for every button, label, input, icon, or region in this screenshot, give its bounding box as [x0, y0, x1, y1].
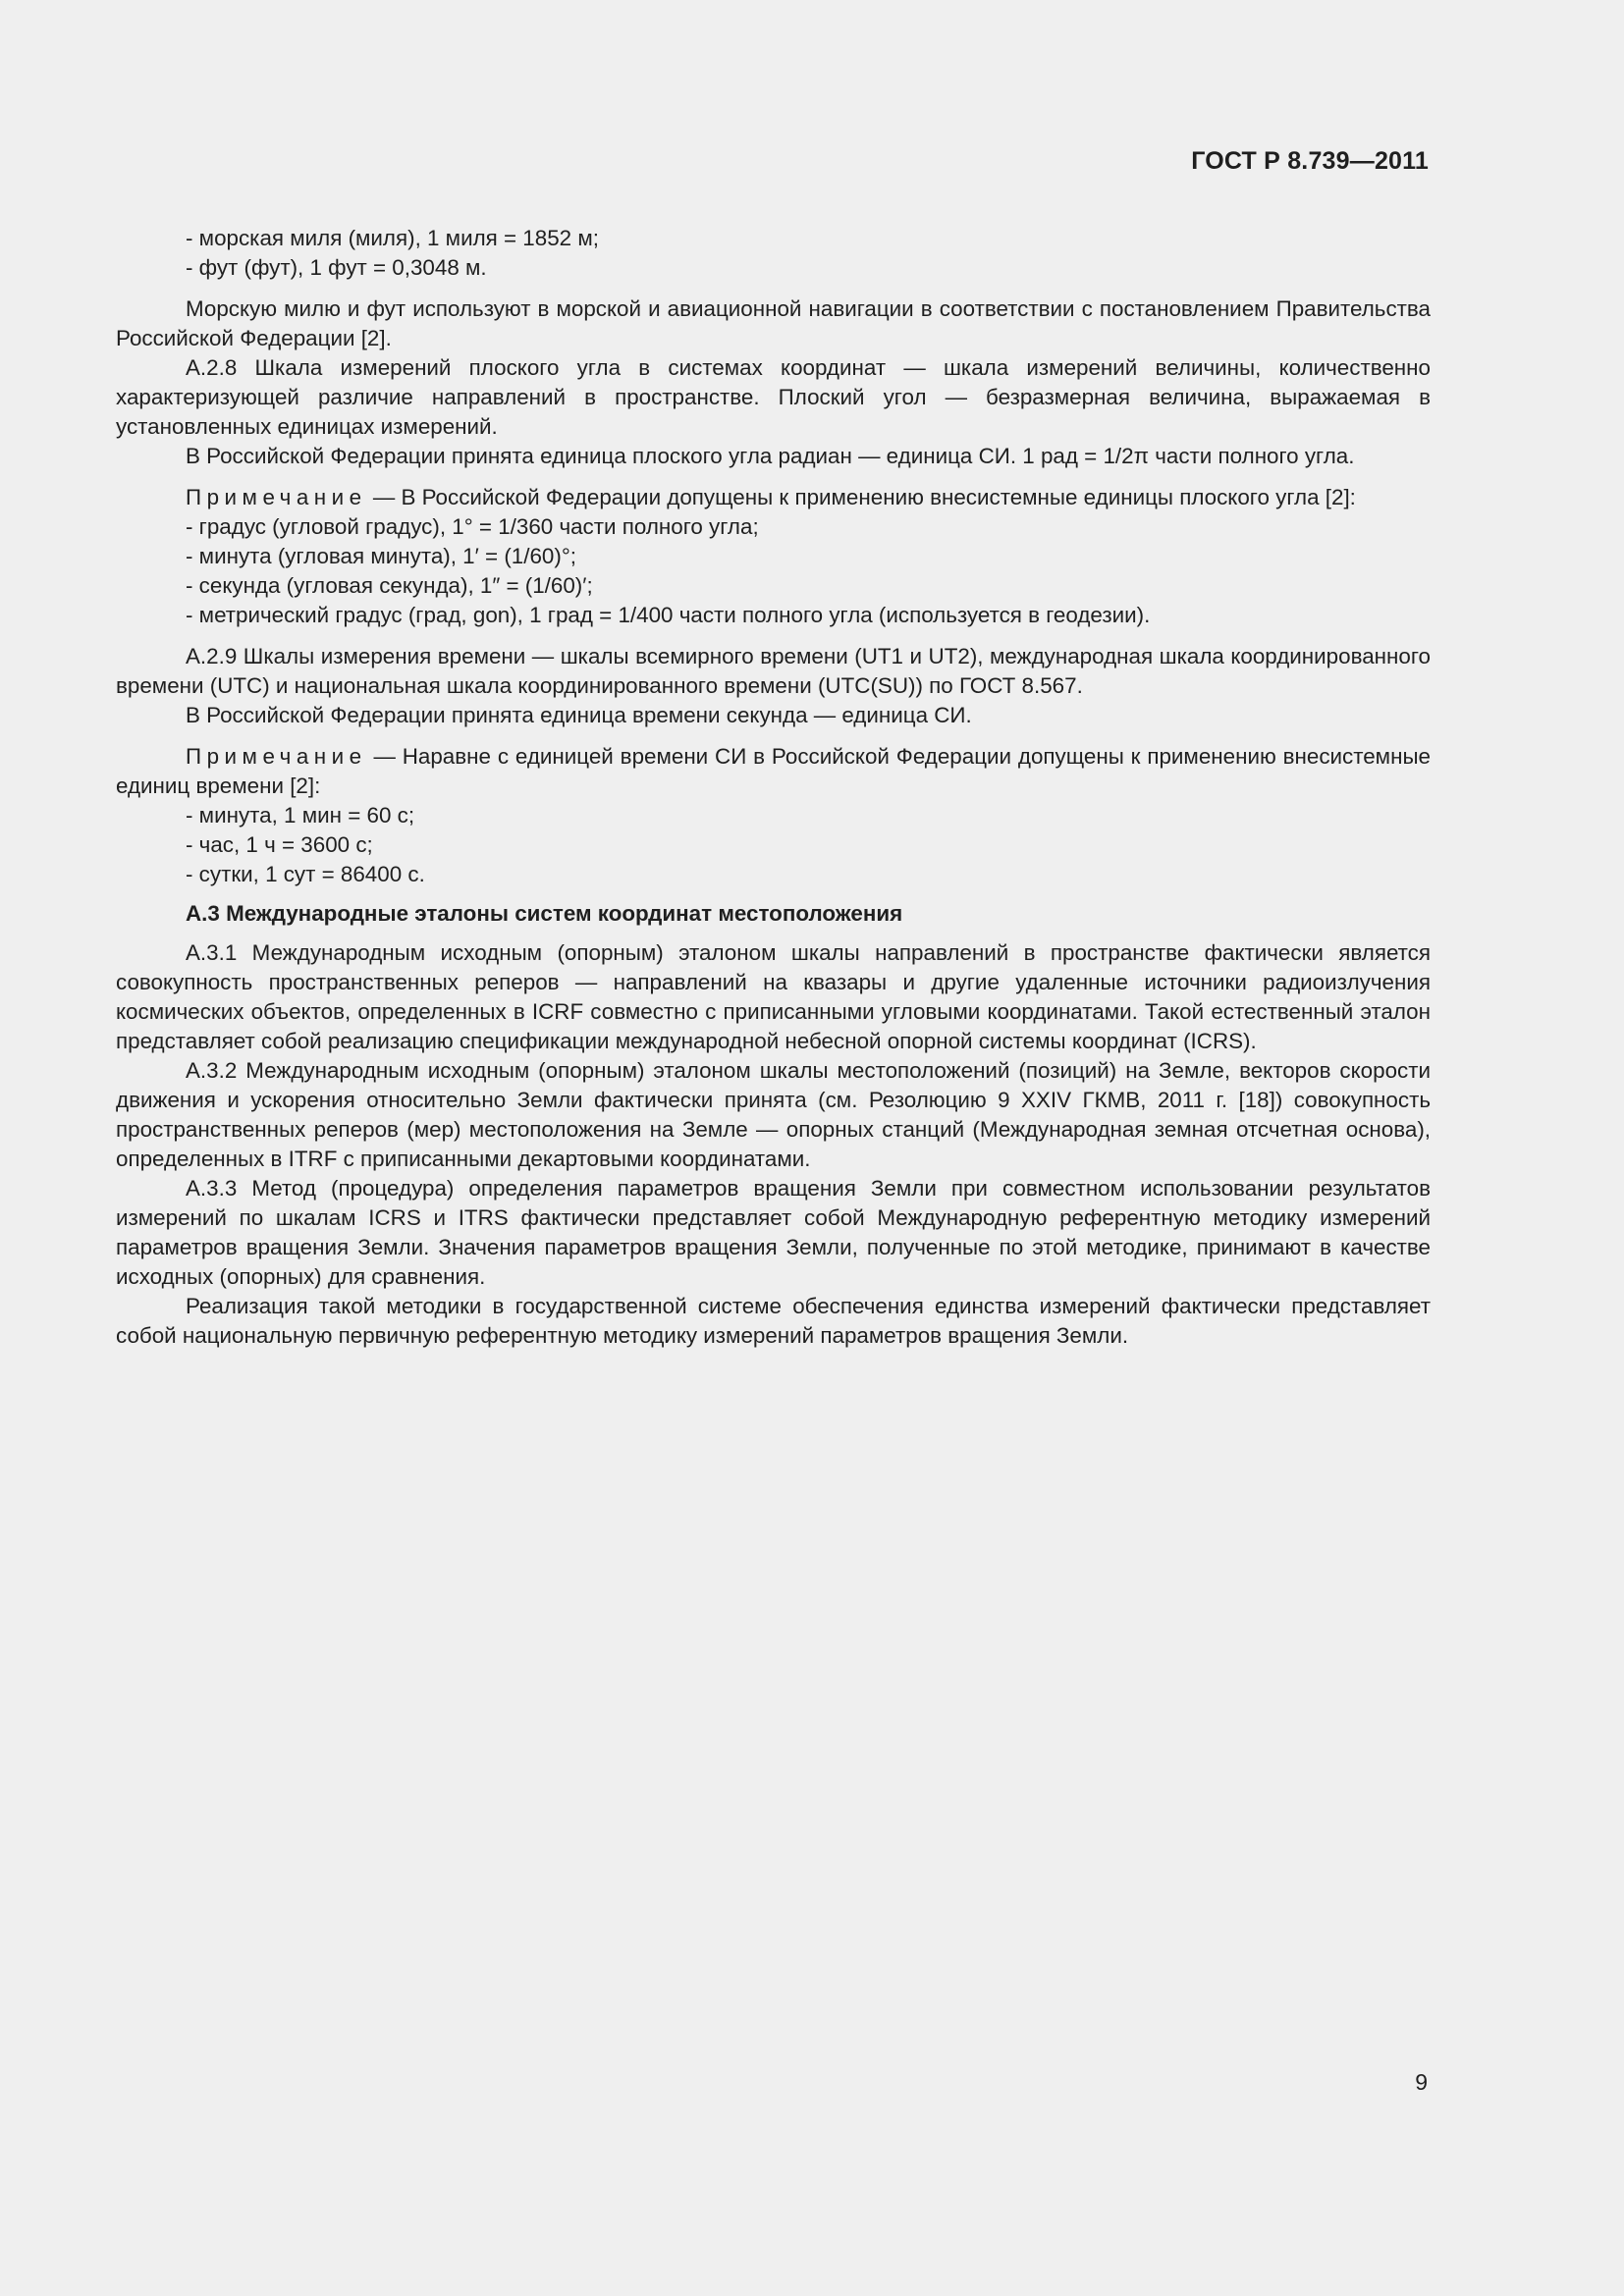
list-item: - морская миля (миля), 1 миля = 1852 м; [186, 226, 599, 250]
note-label: Примечание [186, 485, 367, 509]
list-item: - сутки, 1 сут = 86400 с. [186, 862, 425, 886]
list-item: - фут (фут), 1 фут = 0,3048 м. [186, 255, 487, 280]
paragraph: Реализация такой методики в государственной системе обеспечения единства измерений фактически представляет собой национальную первичную референтную методику измерений параметров вращения Земли. [116, 1294, 1431, 1348]
paragraph: В Российской Федерации принята единица плоского угла радиан — единица СИ. 1 рад = 1/2π части полного угла. [186, 444, 1355, 468]
note [116, 742, 1431, 801]
list-item: - минута, 1 мин = 60 с; [186, 803, 415, 828]
list-item: - минута (угловая минута), 1′ = (1/60)°; [186, 544, 577, 568]
section-heading-a3: А.3 Международные эталоны систем координат местоположения [186, 901, 903, 926]
paragraph: В Российской Федерации принята единица времени секунда — единица СИ. [186, 703, 972, 727]
note [116, 483, 1431, 512]
paragraph-a32: А.3.2 Международным исходным (опорным) эталоном шкалы местоположений (позиций) на Земле, векторов скорости движения и ускорения относительно Земли фактически принята (см. Резолюцию 9 XXIV ГКМВ, 2011 г. [18]) совокупность пространственных реперов (мер) местоположения на Земле — опорных станций (Международная земная отсчетная основа), определенных в ITRF с приписанными декартовыми координатами. [116, 1058, 1431, 1171]
list-item: - час, 1 ч = 3600 с; [186, 832, 373, 857]
note-text: — Наравне с единицей времени СИ в Российской Федерации допущены к применению внесистемные единиц времени [2]: [116, 744, 1431, 798]
paragraph-a33: А.3.3 Метод (процедура) определения параметров вращения Земли при совместном использовании результатов измерений по шкалам ICRS и ITRS фактически представляет собой Международную референтную методику измерений параметров вращения Земли. Значения параметров вращения Земли, полученные по этой методике, принимают в качестве исходных (опорных) для сравнения. [116, 1176, 1431, 1289]
list-item: - градус (угловой градус), 1° = 1/360 части полного угла; [186, 514, 759, 539]
standard-code-header: ГОСТ Р 8.739—2011 [1191, 147, 1429, 175]
paragraph-a28: А.2.8 Шкала измерений плоского угла в системах координат — шкала измерений величины, количественно характеризующей различие направлений в пространстве. Плоский угол — безразмерная величина, выражаемая в установленных единицах измерений. [116, 355, 1431, 439]
paragraph-a29: А.2.9 Шкалы измерения времени — шкалы всемирного времени (UT1 и UT2), международная шкала координированного времени (UTC) и национальная шкала координированного времени (UTC(SU)) по ГОСТ 8.567. [116, 644, 1431, 698]
list-item: - секунда (угловая секунда), 1″ = (1/60)′; [186, 573, 593, 598]
paragraph-a31: А.3.1 Международным исходным (опорным) эталоном шкалы направлений в пространстве фактически является совокупность пространственных реперов — направлений на квазары и другие удаленные источники радиоизлучения космических объектов, определенных в ICRF совместно с приписанными угловыми координатами. Такой естественный эталон представляет собой реализацию спецификации международной небесной опорной системы координат (ICRS). [116, 940, 1431, 1053]
note-text: — В Российской Федерации допущены к применению внесистемные единицы плоского угла [2]: [366, 485, 1356, 509]
page-content [116, 224, 1431, 1351]
page-number: 9 [1415, 2069, 1428, 2095]
paragraph: Морскую милю и фут используют в морской и авиационной навигации в соответствии с постановлением Правительства Российской Федерации [2]. [116, 296, 1431, 350]
note-label: Примечание [186, 744, 367, 769]
list-item: - метрический градус (град, gon), 1 град = 1/400 части полного угла (используется в геодезии). [186, 603, 1151, 627]
